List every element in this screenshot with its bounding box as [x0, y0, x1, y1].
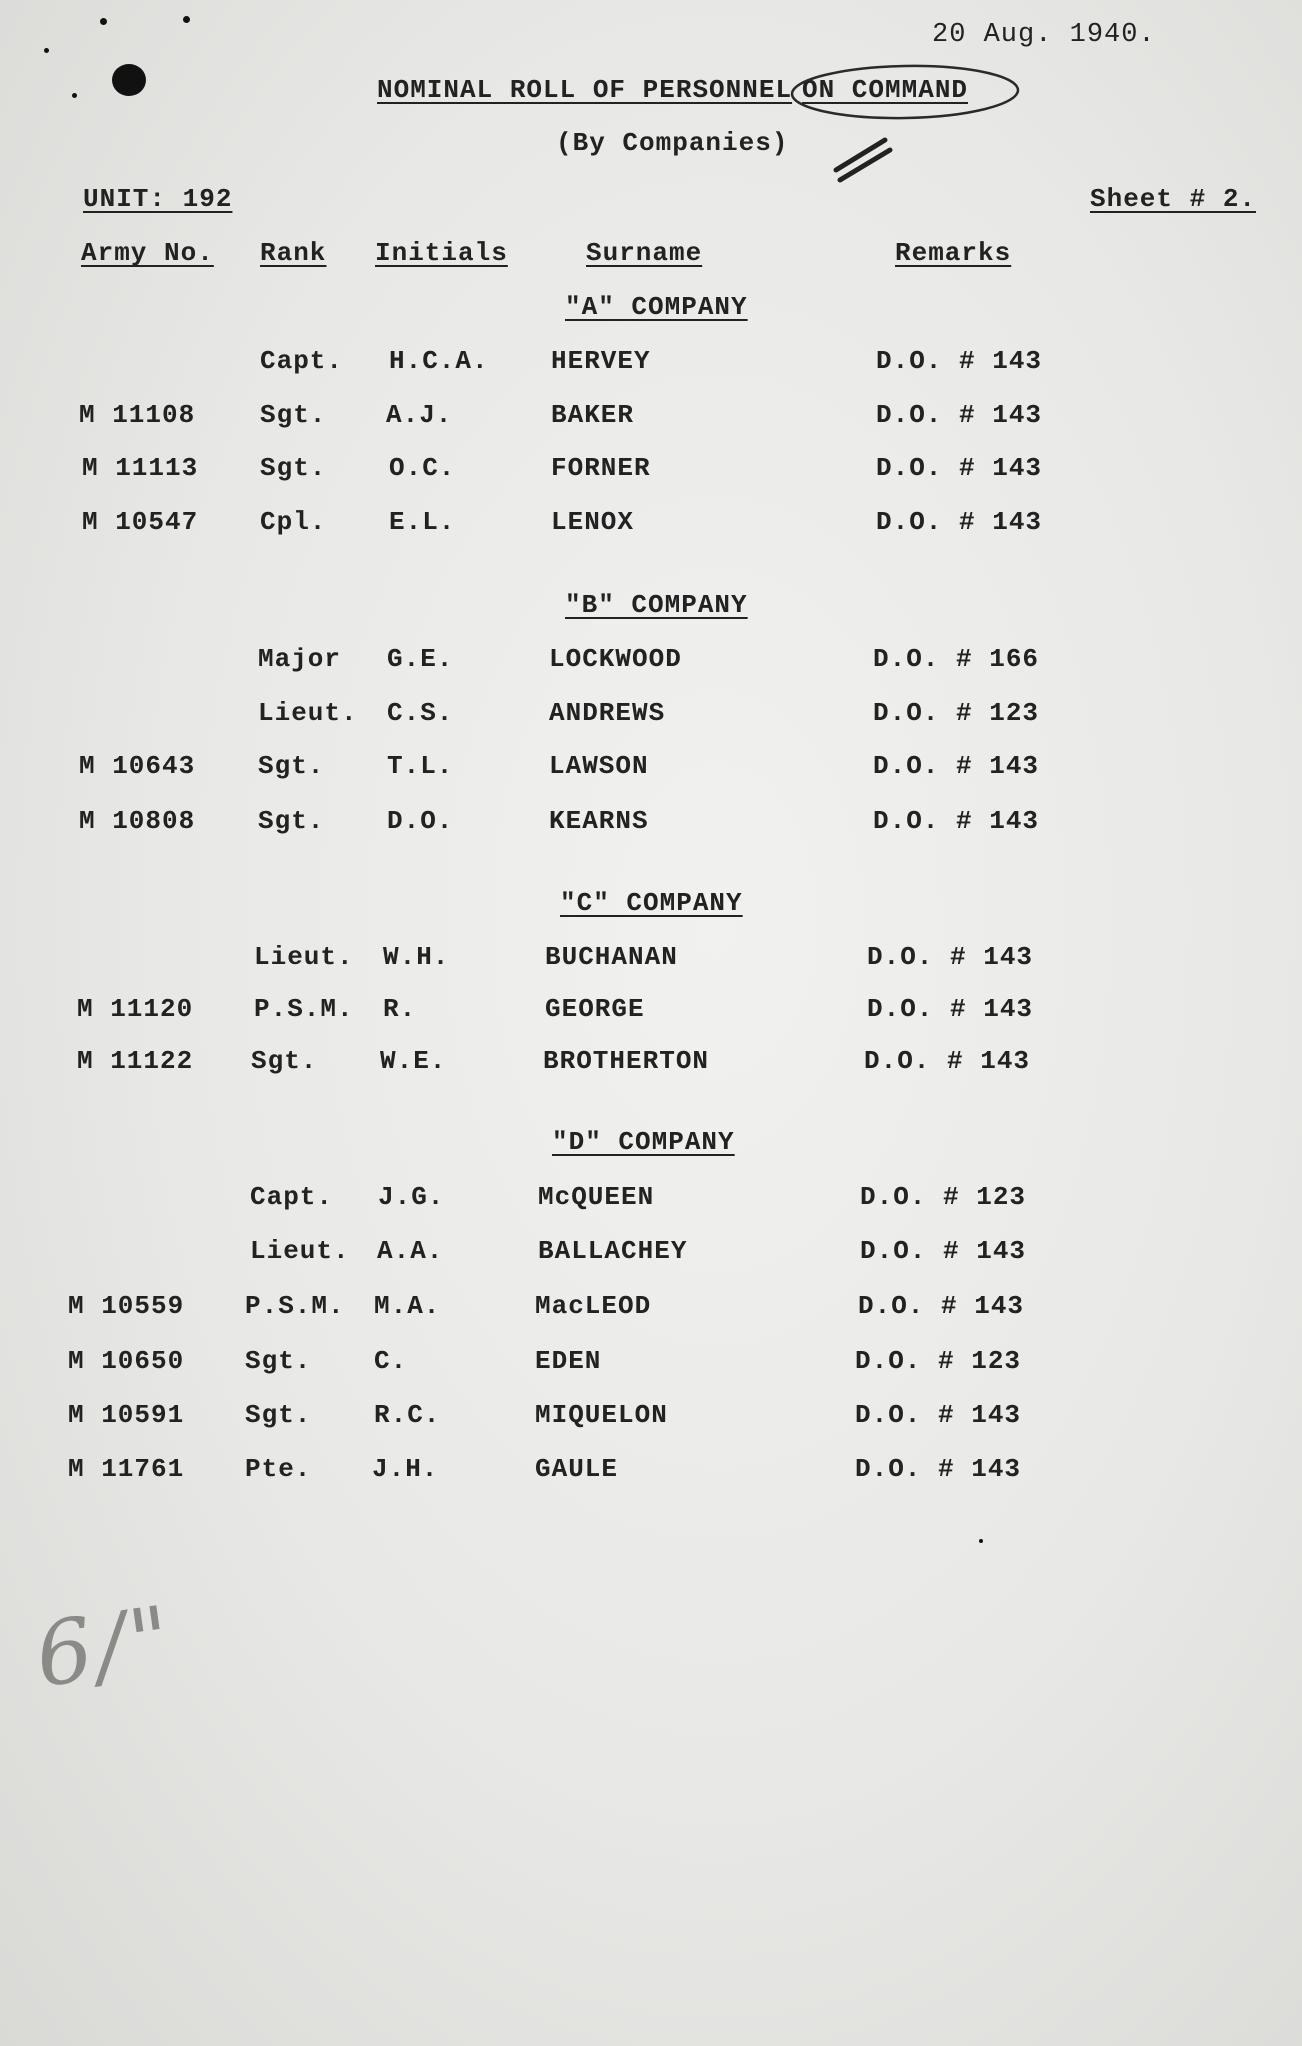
rank: Sgt. — [245, 1346, 312, 1376]
initials: W.H. — [383, 942, 450, 972]
rank: Sgt. — [258, 806, 325, 836]
surname: HERVEY — [551, 346, 651, 376]
initials: W.E. — [380, 1046, 447, 1076]
rank: Major — [258, 644, 342, 674]
document-subtitle: (By Companies) — [556, 128, 789, 158]
remarks: D.O. # 143 — [873, 806, 1040, 836]
handwritten-note: 6/" — [29, 1585, 181, 1708]
remarks: D.O. # 123 — [860, 1182, 1027, 1212]
rank: Capt. — [260, 346, 344, 376]
surname: LENOX — [551, 507, 635, 537]
rank: Sgt. — [251, 1046, 318, 1076]
surname: GAULE — [535, 1454, 619, 1484]
initials: A.A. — [377, 1236, 444, 1266]
army-no: M 11113 — [82, 453, 199, 483]
rank: Lieut. — [254, 942, 354, 972]
remarks: D.O. # 143 — [867, 942, 1034, 972]
army-no: M 11108 — [79, 400, 196, 430]
column-header-initials: Initials — [375, 238, 508, 268]
column-header-rank: Rank — [260, 238, 327, 268]
army-no: M 10643 — [79, 751, 196, 781]
column-header-remarks: Remarks — [895, 238, 1012, 268]
document-title-circled: ON COMMAND — [802, 75, 969, 105]
remarks: D.O. # 123 — [873, 698, 1040, 728]
surname: FORNER — [551, 453, 651, 483]
army-no: M 10547 — [82, 507, 199, 537]
unit-label: UNIT: 192 — [83, 184, 233, 214]
initials: H.C.A. — [389, 346, 489, 376]
remarks: D.O. # 143 — [876, 507, 1043, 537]
column-header-surname: Surname — [586, 238, 703, 268]
remarks: D.O. # 166 — [873, 644, 1040, 674]
remarks: D.O. # 123 — [855, 1346, 1022, 1376]
surname: BALLACHEY — [538, 1236, 688, 1266]
rank: Sgt. — [260, 453, 327, 483]
column-header-army-no: Army No. — [81, 238, 214, 268]
remarks: D.O. # 143 — [876, 400, 1043, 430]
initials: M.A. — [374, 1291, 441, 1321]
surname: MIQUELON — [535, 1400, 668, 1430]
rank: Sgt. — [245, 1400, 312, 1430]
initials: C.S. — [387, 698, 454, 728]
initials: A.J. — [386, 400, 453, 430]
initials: J.H. — [372, 1454, 439, 1484]
surname: GEORGE — [545, 994, 645, 1024]
army-no: M 10650 — [68, 1346, 185, 1376]
army-no: M 10591 — [68, 1400, 185, 1430]
surname: LAWSON — [549, 751, 649, 781]
rank: Sgt. — [258, 751, 325, 781]
rank: P.S.M. — [245, 1291, 345, 1321]
document-date: 20 Aug. 1940. — [932, 20, 1156, 50]
remarks: D.O. # 143 — [855, 1400, 1022, 1430]
company-heading-d: "D" COMPANY — [552, 1127, 735, 1157]
initials: G.E. — [387, 644, 454, 674]
rank: Lieut. — [250, 1236, 350, 1266]
company-heading-a: "A" COMPANY — [565, 292, 748, 322]
rank: P.S.M. — [254, 994, 354, 1024]
army-no: M 11122 — [77, 1046, 194, 1076]
surname: LOCKWOOD — [549, 644, 682, 674]
initials: R.C. — [374, 1400, 441, 1430]
initials: D.O. — [387, 806, 454, 836]
surname: ANDREWS — [549, 698, 666, 728]
army-no: M 10559 — [68, 1291, 185, 1321]
company-heading-c: "C" COMPANY — [560, 888, 743, 918]
initials: C. — [374, 1346, 408, 1376]
remarks: D.O. # 143 — [864, 1046, 1031, 1076]
surname: BAKER — [551, 400, 635, 430]
initials: E.L. — [389, 507, 456, 537]
remarks: D.O. # 143 — [876, 453, 1043, 483]
rank: Pte. — [245, 1454, 312, 1484]
rank: Cpl. — [260, 507, 327, 537]
remarks: D.O. # 143 — [858, 1291, 1025, 1321]
sheet-number: Sheet # 2. — [1090, 184, 1257, 214]
remarks: D.O. # 143 — [876, 346, 1043, 376]
remarks: D.O. # 143 — [860, 1236, 1027, 1266]
surname: BROTHERTON — [543, 1046, 710, 1076]
surname: BUCHANAN — [545, 942, 678, 972]
rank: Sgt. — [260, 400, 327, 430]
remarks: D.O. # 143 — [867, 994, 1034, 1024]
army-no: M 11761 — [68, 1454, 185, 1484]
surname: MacLEOD — [535, 1291, 652, 1321]
remarks: D.O. # 143 — [873, 751, 1040, 781]
rank: Capt. — [250, 1182, 334, 1212]
remarks: D.O. # 143 — [855, 1454, 1022, 1484]
initials: J.G. — [378, 1182, 445, 1212]
initials: T.L. — [387, 751, 454, 781]
initials: O.C. — [389, 453, 456, 483]
army-no: M 11120 — [77, 994, 194, 1024]
surname: EDEN — [535, 1346, 602, 1376]
company-heading-b: "B" COMPANY — [565, 590, 748, 620]
army-no: M 10808 — [79, 806, 196, 836]
initials: R. — [383, 994, 417, 1024]
document-title: NOMINAL ROLL OF PERSONNEL — [377, 75, 793, 105]
rank: Lieut. — [258, 698, 358, 728]
surname: McQUEEN — [538, 1182, 655, 1212]
surname: KEARNS — [549, 806, 649, 836]
